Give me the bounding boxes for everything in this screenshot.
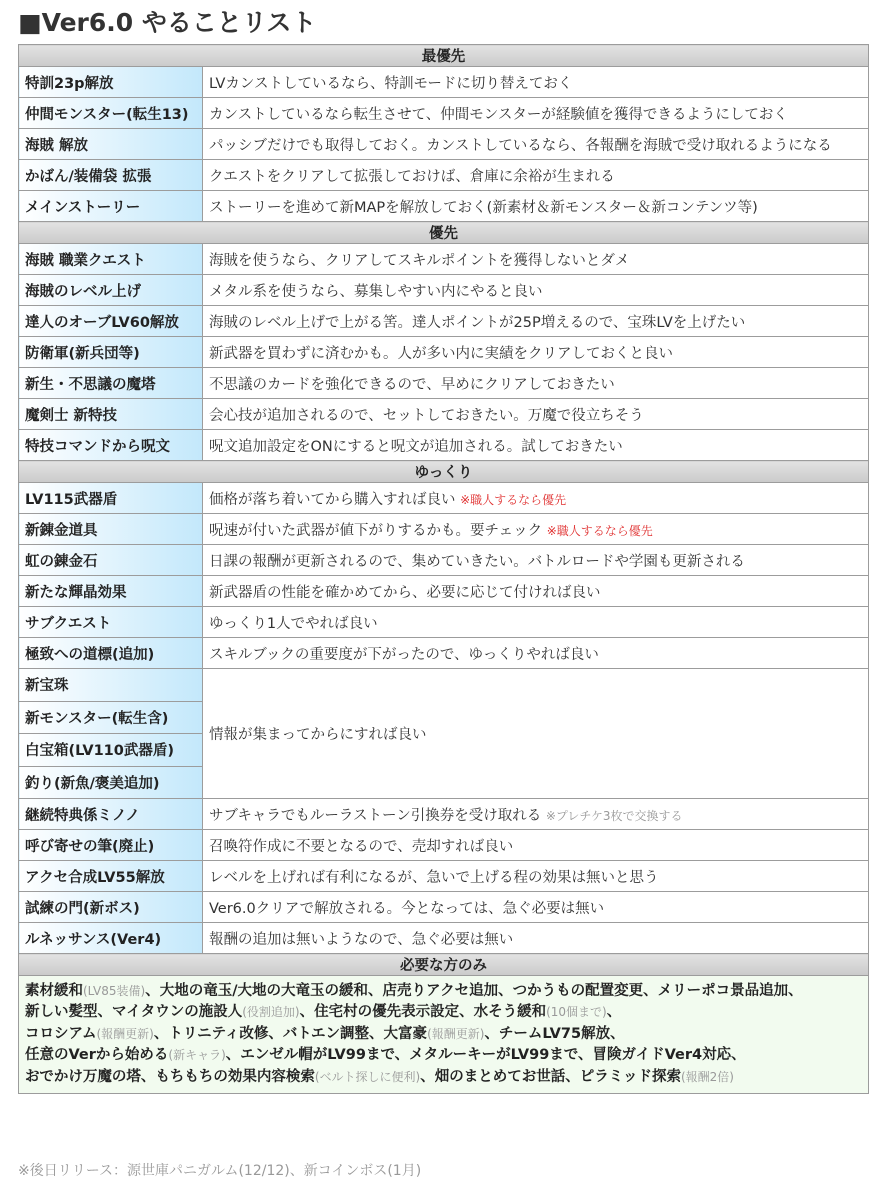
item-name: 新たな輝晶効果 bbox=[19, 576, 203, 607]
item-desc: LVカンストしているなら、特訓モードに切り替えておく bbox=[203, 67, 869, 98]
todo-table bbox=[18, 44, 869, 1094]
item-name: 新錬金道具 bbox=[19, 514, 203, 545]
item-name: 白宝箱(LV110武器盾) bbox=[19, 734, 203, 767]
item-desc: レベルを上げれば有利になるが、急いで上げる程の効果は無いと思う bbox=[203, 861, 869, 892]
item-desc: 召喚符作成に不要となるので、売却すれば良い bbox=[203, 830, 869, 861]
section-header-top: 最優先 bbox=[19, 45, 869, 67]
item-name: 新モンスター(転生含) bbox=[19, 701, 203, 734]
table-row bbox=[19, 244, 869, 275]
section-header-row bbox=[19, 954, 869, 976]
optional-item-text: 新しい髪型、マイタウンの施設人 bbox=[25, 1004, 243, 1021]
item-name: ルネッサンス(Ver4) bbox=[19, 923, 203, 954]
item-desc: 会心技が追加されるので、セットしておきたい。万魔で役立ちそう bbox=[203, 399, 869, 430]
gray-note: (10個まで) bbox=[546, 1005, 607, 1020]
item-name: 仲間モンスター(転生13) bbox=[19, 98, 203, 129]
gray-note: (報酬更新) bbox=[427, 1026, 485, 1041]
table-row bbox=[19, 306, 869, 337]
item-name: 海賊のレベル上げ bbox=[19, 275, 203, 306]
item-desc: カンストしているなら転生させて、仲間モンスターが経験値を獲得できるようにしておく bbox=[203, 98, 869, 129]
table-row bbox=[19, 545, 869, 576]
item-desc: ストーリーを進めて新MAPを解放しておく(新素材＆新モンスター＆新コンテンツ等) bbox=[203, 191, 869, 222]
item-desc-cell bbox=[203, 799, 869, 830]
optional-item-text: 任意のVerから始める bbox=[25, 1047, 169, 1064]
item-name: 魔剣士 新特技 bbox=[19, 399, 203, 430]
table-row bbox=[19, 799, 869, 830]
exchange-note: ※プレチケ3枚で交換する bbox=[545, 808, 683, 823]
item-desc: 海賊のレベル上げで上がる筈。達人ポイントが25P増えるので、宝珠LVを上げたい bbox=[203, 306, 869, 337]
table-row bbox=[19, 160, 869, 191]
optional-item-text: 、トリニティ改修、バトエン調整、大富豪 bbox=[153, 1025, 428, 1042]
item-name: 継続特典係ミノノ bbox=[19, 799, 203, 830]
gray-note: (報酬2倍) bbox=[680, 1069, 734, 1084]
gray-note: (新キャラ) bbox=[168, 1048, 226, 1063]
optional-items-line bbox=[25, 1045, 862, 1066]
item-desc: 呪速が付いた武器が値下がりするかも。要チェック bbox=[209, 522, 543, 539]
optional-item-text: 、住宅村の優先表示設定、水そう緩和 bbox=[299, 1004, 547, 1021]
optional-item-text: 、チームLV75解放、 bbox=[484, 1025, 625, 1042]
release-footnote: ※後日リリース：源世庫パニガルム(12/12)、新コインボス(1月) bbox=[18, 1163, 422, 1179]
table-row bbox=[19, 191, 869, 222]
gray-note: (LV85装備) bbox=[83, 983, 146, 998]
item-desc: 海賊を使うなら、クリアしてスキルポイントを獲得しないとダメ bbox=[203, 244, 869, 275]
item-desc-cell bbox=[203, 483, 869, 514]
table-row bbox=[19, 67, 869, 98]
gray-note: (役割追加) bbox=[242, 1005, 300, 1020]
table-row bbox=[19, 399, 869, 430]
item-name: 虹の錬金石 bbox=[19, 545, 203, 576]
optional-item-text: 素材緩和 bbox=[25, 982, 83, 999]
table-row bbox=[19, 669, 869, 702]
table-row bbox=[19, 514, 869, 545]
section-header-row bbox=[19, 45, 869, 67]
item-desc: 呪文追加設定をONにすると呪文が追加される。試しておきたい bbox=[203, 430, 869, 461]
item-name: かばん/装備袋 拡張 bbox=[19, 160, 203, 191]
table-row bbox=[19, 98, 869, 129]
item-name: 極致への道標(追加) bbox=[19, 638, 203, 669]
item-desc: Ver6.0クリアで解放される。今となっては、急ぐ必要は無い bbox=[203, 892, 869, 923]
optional-items-line bbox=[25, 1002, 862, 1023]
table-row bbox=[19, 576, 869, 607]
gray-note: (ベルト探しに便利) bbox=[314, 1069, 421, 1084]
table-row bbox=[19, 638, 869, 669]
item-name: 呼び寄せの筆(廃止) bbox=[19, 830, 203, 861]
optional-items-line bbox=[25, 1024, 862, 1045]
item-name: サブクエスト bbox=[19, 607, 203, 638]
item-desc: 不思議のカードを強化できるので、早めにクリアしておきたい bbox=[203, 368, 869, 399]
item-name: 新宝珠 bbox=[19, 669, 203, 702]
item-desc-cell bbox=[203, 514, 869, 545]
craft-priority-note: ※職人するなら優先 bbox=[546, 523, 653, 538]
table-row bbox=[19, 923, 869, 954]
table-row bbox=[19, 368, 869, 399]
item-name: 特技コマンドから呪文 bbox=[19, 430, 203, 461]
table-row bbox=[19, 483, 869, 514]
optional-items-line bbox=[25, 981, 862, 1002]
item-desc: スキルブックの重要度が下がったので、ゆっくりやれば良い bbox=[203, 638, 869, 669]
item-name: 釣り(新魚/褒美追加) bbox=[19, 766, 203, 799]
table-row bbox=[19, 129, 869, 160]
item-desc: 報酬の追加は無いようなので、急ぐ必要は無い bbox=[203, 923, 869, 954]
item-desc: 新武器を買わずに済むかも。人が多い内に実績をクリアしておくと良い bbox=[203, 337, 869, 368]
optional-item-text: おでかけ万魔の塔、もちもちの効果内容検索 bbox=[25, 1068, 315, 1085]
item-name: 達人のオーブLV60解放 bbox=[19, 306, 203, 337]
craft-priority-note: ※職人するなら優先 bbox=[460, 492, 567, 507]
table-row bbox=[19, 275, 869, 306]
section-header-slow: ゆっくり bbox=[19, 461, 869, 483]
page-title: ■Ver6.0 やることリスト bbox=[18, 8, 317, 37]
optional-item-text: 、畑のまとめてお世話、ピラミッド探索 bbox=[420, 1068, 681, 1085]
item-name: 試練の門(新ボス) bbox=[19, 892, 203, 923]
optional-items-paragraph bbox=[19, 976, 869, 1094]
item-desc-merged: 情報が集まってからにすれば良い bbox=[203, 669, 869, 799]
item-name: 防衛軍(新兵団等) bbox=[19, 337, 203, 368]
item-desc: サブキャラでもルーラストーン引換券を受け取れる bbox=[209, 807, 542, 824]
item-desc: 価格が落ち着いてから購入すれば良い bbox=[209, 491, 456, 508]
section-header-priority: 優先 bbox=[19, 222, 869, 244]
item-name: 特訓23p解放 bbox=[19, 67, 203, 98]
item-desc: パッシブだけでも取得しておく。カンストしているなら、各報酬を海賊で受け取れるようになる bbox=[203, 129, 869, 160]
optional-items-line bbox=[25, 1067, 862, 1088]
optional-item-text: 、大地の竜玉/大地の大竜玉の緩和、店売りアクセ追加、つかうもの配置変更、メリーポコ景品追加、 bbox=[145, 982, 803, 999]
gray-note: (報酬更新) bbox=[96, 1026, 154, 1041]
table-row bbox=[19, 892, 869, 923]
item-name: 海賊 解放 bbox=[19, 129, 203, 160]
item-desc: 新武器盾の性能を確かめてから、必要に応じて付ければ良い bbox=[203, 576, 869, 607]
section-header-row bbox=[19, 222, 869, 244]
table-row bbox=[19, 830, 869, 861]
table-row bbox=[19, 337, 869, 368]
table-row bbox=[19, 976, 869, 1094]
item-desc: ゆっくり1人でやれば良い bbox=[203, 607, 869, 638]
optional-item-text: 、エンゼル帽がLV99まで、メタルーキーがLV99まで、冒険ガイドVer4対応、 bbox=[225, 1047, 746, 1064]
optional-item-text: 、 bbox=[606, 1004, 622, 1021]
item-desc: 日課の報酬が更新されるので、集めていきたい。バトルロードや学園も更新される bbox=[203, 545, 869, 576]
item-name: 新生・不思議の魔塔 bbox=[19, 368, 203, 399]
table-row bbox=[19, 607, 869, 638]
table-row bbox=[19, 430, 869, 461]
item-name: メインストーリー bbox=[19, 191, 203, 222]
optional-item-text: コロシアム bbox=[25, 1025, 97, 1042]
item-desc: メタル系を使うなら、募集しやすい内にやると良い bbox=[203, 275, 869, 306]
item-name: アクセ合成LV55解放 bbox=[19, 861, 203, 892]
item-name: 海賊 職業クエスト bbox=[19, 244, 203, 275]
item-name: LV115武器盾 bbox=[19, 483, 203, 514]
section-header-row bbox=[19, 461, 869, 483]
item-desc: クエストをクリアして拡張しておけば、倉庫に余裕が生まれる bbox=[203, 160, 869, 191]
section-header-needed: 必要な方のみ bbox=[19, 954, 869, 976]
table-row bbox=[19, 861, 869, 892]
